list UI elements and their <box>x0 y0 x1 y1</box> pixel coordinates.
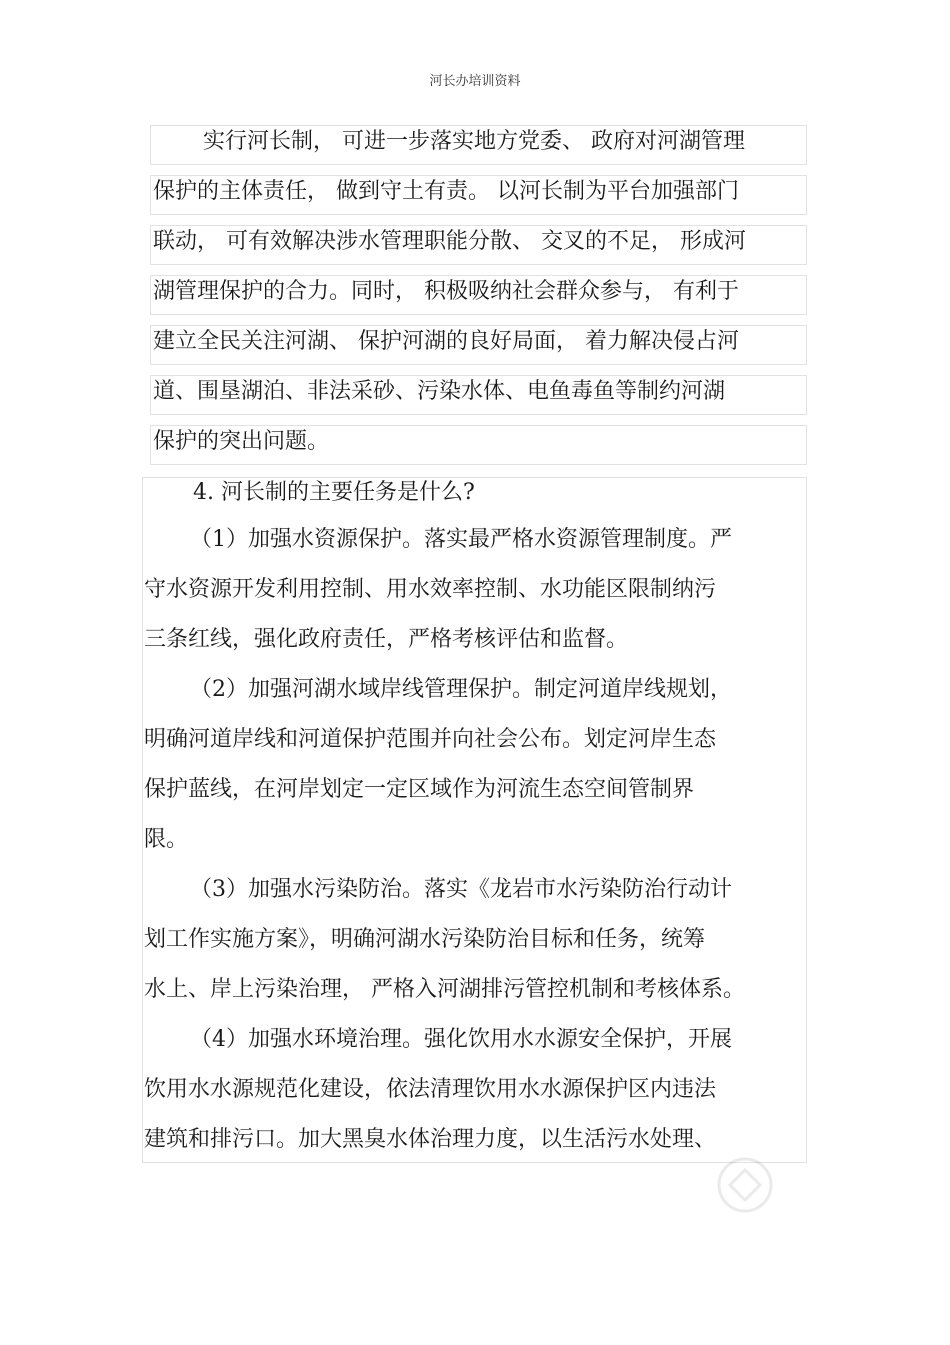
paragraph-line: （4）加强水环境治理。强化饮用水水源安全保护，开展 <box>190 1027 732 1052</box>
paragraph-line: 建筑和排污口。加大黑臭水体治理力度，以生活污水处理、 <box>144 1127 717 1152</box>
paragraph-line: 划工作实施方案》，明确河湖水污染防治目标和任务，统筹 <box>144 927 706 952</box>
paragraph-line: 明确河道岸线和河道保护范围并向社会公布。划定河岸生态 <box>144 727 717 752</box>
paragraph-line: 保护蓝线，在河岸划定一定区域作为河流生态空间管制界 <box>144 777 695 802</box>
paragraph-line: （1）加强水资源保护。落实最严格水资源管理制度。严 <box>190 527 732 552</box>
paragraph-line: 道、围垦湖泊、非法采砂、污染水体、电鱼毒鱼等制约河湖 <box>153 379 726 404</box>
paragraph-line: （2）加强河湖水域岸线管理保护。制定河道岸线规划， <box>190 677 732 702</box>
watermark-logo <box>700 1150 790 1220</box>
paragraph-line: 联动， 可有效解决涉水管理职能分散、 交叉的不足， 形成河 <box>153 229 746 254</box>
paragraph-line: （3）加强水污染防治。落实《龙岩市水污染防治行动计 <box>190 877 732 902</box>
paragraph-line: 三条红线，强化政府责任，严格考核评估和监督。 <box>144 627 629 652</box>
paragraph-line: 保护的主体责任， 做到守土有责。 以河长制为平台加强部门 <box>153 179 739 204</box>
paragraph-line: 实行河长制， 可进一步落实地方党委、 政府对河湖管理 <box>203 129 745 154</box>
paragraph-line: 饮用水水源规范化建设，依法清理饮用水水源保护区内违法 <box>144 1077 717 1102</box>
paragraph-line: 水上、岸上污染治理， 严格入河湖排污管控机制和考核体系。 <box>144 977 745 1002</box>
document-header: 河长办培训资料 <box>429 74 521 89</box>
paragraph-line: 守水资源开发利用控制、用水效率控制、水功能区限制纳污 <box>144 577 717 602</box>
paragraph-line: 限。 <box>144 827 189 852</box>
paragraph-line: 保护的突出问题。 <box>153 429 330 454</box>
paragraph-line: 建立全民关注河湖、 保护河湖的良好局面， 着力解决侵占河 <box>153 329 739 354</box>
section-heading: 4. 河长制的主要任务是什么? <box>193 480 475 505</box>
paragraph-line: 湖管理保护的合力。同时， 积极吸纳社会群众参与， 有利于 <box>153 279 739 304</box>
